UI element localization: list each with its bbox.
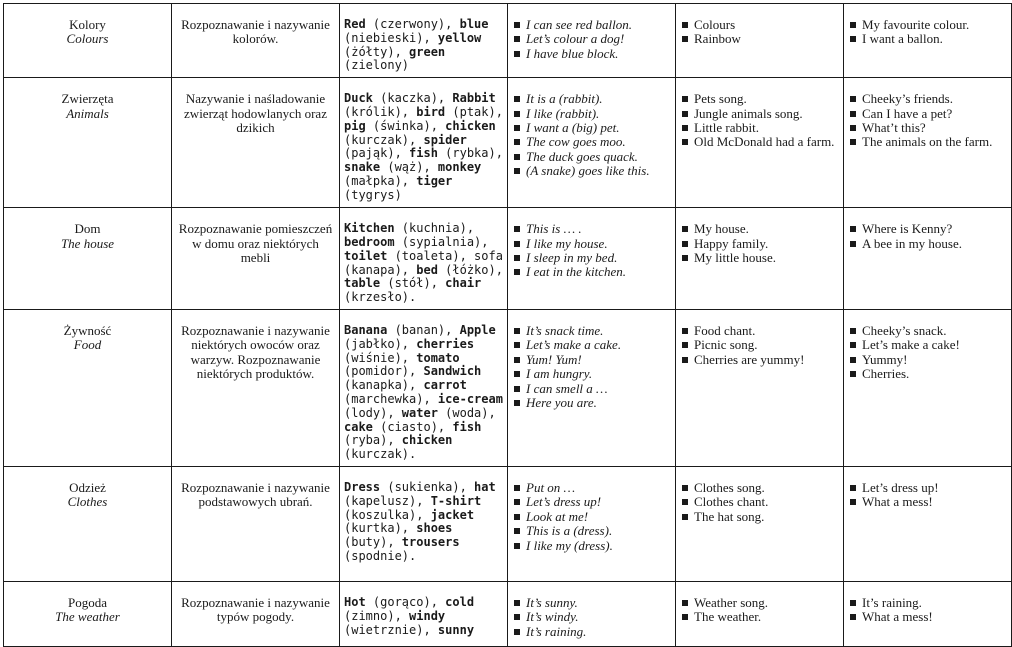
vocab-translation: (kurtka),: [344, 521, 417, 536]
goal-text: Rozpoznawanie i nazywanie typów pogody.: [181, 594, 330, 625]
story-item: Where is Kenny?: [848, 222, 1007, 236]
vocab-word: bird: [416, 104, 446, 119]
vocab-word: Dress: [344, 479, 381, 494]
story-item: What a mess!: [848, 495, 1007, 509]
goal-cell: [172, 466, 340, 581]
songs-cell: [676, 466, 844, 581]
story-item: Let’s dress up!: [848, 481, 1007, 495]
songs-list: [680, 18, 839, 47]
songs-cell: [676, 581, 844, 646]
vocab-word: green: [409, 44, 446, 59]
vocab-translation: (pająk),: [344, 146, 410, 161]
topic-cell: [4, 466, 172, 581]
vocab-word: cold: [445, 594, 475, 609]
song-item: Weather song.: [680, 596, 839, 610]
vocab-translation: (buty),: [344, 535, 402, 550]
stories-cell: [844, 581, 1012, 646]
vocab-translation: (królik),: [344, 104, 417, 119]
vocab-translation: (spodnie).: [344, 548, 417, 563]
topic-cell: [4, 4, 172, 78]
vocab-word: windy: [409, 608, 446, 623]
vocab-word: chicken: [401, 433, 453, 448]
vocab-word: table: [344, 276, 381, 291]
vocab-translation: (świnka),: [365, 118, 446, 133]
phrases-list: [512, 92, 671, 178]
phrase-item: The cow goes moo.: [512, 135, 671, 149]
goal-text: Nazywanie i naśladowanie zwierząt hodowlanych oraz dzikich: [184, 91, 327, 135]
vocab-word: Duck: [344, 91, 373, 106]
song-item: Old McDonald had a farm.: [680, 135, 839, 149]
story-item: Can I have a pet?: [848, 107, 1007, 121]
vocab-word: chair: [445, 276, 482, 291]
story-item: Cheeky’s friends.: [848, 92, 1007, 106]
phrase-item: I can see red ballon.: [512, 18, 671, 32]
vocab-translation: (wietrznie),: [344, 622, 438, 637]
stories-cell: [844, 4, 1012, 78]
phrase-item: It’s snack time.: [512, 324, 671, 338]
phrase-item: It is a (rabbit).: [512, 92, 671, 106]
stories-list: [848, 222, 1007, 251]
story-item: Let’s make a cake!: [848, 338, 1007, 352]
vocab-translation: (sypialnia),: [394, 234, 489, 249]
vocab-translation: (kaczka),: [372, 91, 453, 106]
vocab-word: yellow: [437, 30, 482, 45]
vocab-translation: (ciasto),: [372, 419, 453, 434]
topic-english: Clothes: [67, 494, 108, 510]
song-item: Picnic song.: [680, 338, 839, 352]
goal-cell: [172, 78, 340, 208]
phrase-item: I sleep in my bed.: [512, 251, 671, 265]
phrase-item: This is a (dress).: [512, 524, 671, 538]
stories-list: [848, 92, 1007, 150]
vocab-word: spider: [423, 132, 467, 147]
curriculum-table: [3, 3, 1012, 647]
song-item: Food chant.: [680, 324, 839, 338]
story-item: Cheeky’s snack.: [848, 324, 1007, 338]
phrases-cell: [508, 466, 676, 581]
phrases-list: [512, 324, 671, 410]
song-item: Pets song.: [680, 92, 839, 106]
songs-cell: [676, 78, 844, 208]
vocab-word: cake: [344, 419, 373, 434]
vocab-word: blue: [459, 17, 489, 31]
topic-cell: [4, 309, 172, 466]
song-item: Clothes song.: [680, 481, 839, 495]
stories-cell: [844, 309, 1012, 466]
vocab-translation: (kapelusz),: [344, 493, 431, 508]
topic-polish: Zwierzęta: [61, 91, 114, 107]
vocab-word: bedroom: [344, 234, 395, 249]
songs-list: [680, 324, 839, 367]
stories-list: [848, 324, 1007, 382]
topic-english: The house: [60, 235, 115, 251]
vocab-word: water: [401, 405, 438, 420]
topic-english: The weather: [55, 609, 120, 625]
goal-cell: [172, 208, 340, 310]
vocab-translation: (koszulka),: [344, 507, 431, 522]
vocab-translation: (kuchnia),: [394, 221, 475, 236]
vocab-translation: (kanapka),: [344, 378, 424, 393]
vocab-translation: (woda),: [437, 405, 496, 420]
vocab-translation: (gorąco),: [365, 594, 446, 609]
song-item: Colours: [680, 18, 839, 32]
goal-text: Rozpoznawanie pomieszczeń w domu oraz niektórych mebli: [178, 221, 333, 265]
goal-text: Rozpoznawanie i nazywanie niektórych owoców oraz warzyw. Rozpoznawanie niektórych produktów.: [181, 322, 330, 382]
songs-list: [680, 596, 839, 625]
phrase-item: (A snake) goes like this.: [512, 164, 671, 178]
phrase-item: I like my (dress).: [512, 539, 671, 553]
topic-english: Animals: [66, 105, 109, 121]
stories-list: [848, 481, 1007, 510]
vocab-translation: (pomidor),: [344, 364, 424, 379]
vocab-translation: (ryba),: [344, 433, 402, 448]
song-item: My house.: [680, 222, 839, 236]
vocab-word: shoes: [416, 521, 453, 536]
vocab-translation: (rybka),: [437, 146, 503, 161]
vocab-translation: (tygrys): [344, 187, 402, 202]
vocab-translation: (lody),: [344, 405, 402, 420]
song-item: The weather.: [680, 610, 839, 624]
vocab-translation: (łóżko),: [437, 262, 503, 277]
song-item: Happy family.: [680, 237, 839, 251]
vocabulary-cell: [340, 466, 508, 581]
vocab-word: sunny: [437, 622, 475, 637]
phrase-item: I have blue block.: [512, 47, 671, 61]
vocab-word: bed: [416, 262, 438, 277]
phrases-cell: [508, 208, 676, 310]
vocab-word: Sandwich: [423, 364, 482, 379]
vocab-word: Apple: [459, 322, 496, 337]
topic-polish: Pogoda: [68, 594, 107, 610]
phrases-cell: [508, 4, 676, 78]
vocabulary-cell: [340, 309, 508, 466]
phrase-item: I am hungry.: [512, 367, 671, 381]
vocab-word: carrot: [423, 378, 467, 393]
vocab-translation: (stół),: [380, 276, 446, 291]
phrases-cell: [508, 581, 676, 646]
curriculum-body: [4, 4, 1012, 647]
vocab-translation: (kurczak),: [344, 132, 424, 147]
phrase-item: Here you are.: [512, 396, 671, 410]
phrase-item: Yum! Yum!: [512, 353, 671, 367]
phrase-item: It’s windy.: [512, 610, 671, 624]
topic-english: Colours: [66, 31, 109, 47]
vocabulary-cell: [340, 4, 508, 78]
song-item: Jungle animals song.: [680, 107, 839, 121]
songs-cell: [676, 208, 844, 310]
topic-polish: Dom: [74, 221, 101, 237]
phrase-item: I can smell a …: [512, 382, 671, 396]
song-item: Little rabbit.: [680, 121, 839, 135]
vocab-word: cherries: [416, 336, 475, 351]
phrase-item: It’s sunny.: [512, 596, 671, 610]
phrase-item: I like (rabbit).: [512, 107, 671, 121]
vocab-translation: (niebieski),: [344, 30, 438, 45]
topic-polish: Żywność: [63, 322, 112, 338]
topic-polish: Kolory: [69, 17, 106, 32]
phrases-list: [512, 18, 671, 61]
story-item: I want a ballon.: [848, 32, 1007, 46]
vocab-word: chicken: [445, 118, 496, 133]
vocab-word: Kitchen: [344, 221, 395, 236]
story-item: My favourite colour.: [848, 18, 1007, 32]
stories-list: [848, 596, 1007, 625]
stories-list: [848, 18, 1007, 47]
stories-cell: [844, 78, 1012, 208]
vocab-translation: (zielony): [344, 58, 410, 73]
songs-list: [680, 481, 839, 524]
phrase-item: I want a (big) pet.: [512, 121, 671, 135]
vocab-word: hat: [474, 479, 496, 494]
phrase-item: I eat in the kitchen.: [512, 265, 671, 279]
vocab-translation: (kurczak).: [344, 447, 417, 462]
phrases-list: [512, 481, 671, 553]
topic-cell: [4, 78, 172, 208]
phrases-list: [512, 596, 671, 639]
vocab-word: Red: [344, 17, 366, 31]
vocab-translation: (wąż),: [380, 160, 438, 175]
stories-cell: [844, 466, 1012, 581]
story-item: A bee in my house.: [848, 237, 1007, 251]
vocab-translation: (wiśnie),: [344, 350, 417, 365]
vocab-word: Banana: [344, 322, 388, 337]
goal-cell: [172, 309, 340, 466]
vocab-word: toilet: [344, 248, 388, 263]
goal-text: Rozpoznawanie i nazywanie podstawowych ubrań.: [181, 479, 330, 510]
story-item: What’t this?: [848, 121, 1007, 135]
story-item: It’s raining.: [848, 596, 1007, 610]
vocab-word: fish: [409, 146, 438, 161]
vocab-word: tomato: [416, 350, 460, 365]
topic-cell: [4, 581, 172, 646]
table-row: [4, 309, 1012, 466]
story-item: Cherries.: [848, 367, 1007, 381]
table-row: [4, 581, 1012, 646]
phrases-list: [512, 222, 671, 280]
phrase-item: Put on …: [512, 481, 671, 495]
vocab-word: jacket: [430, 507, 475, 522]
table-row: [4, 78, 1012, 208]
vocab-word: fish: [452, 419, 482, 434]
topic-cell: [4, 208, 172, 310]
vocab-translation: (zimno),: [344, 608, 410, 623]
phrase-item: The duck goes quack.: [512, 150, 671, 164]
phrase-item: Let’s make a cake.: [512, 338, 671, 352]
table-row: [4, 466, 1012, 581]
vocab-word: Rabbit: [452, 91, 496, 106]
goal-cell: [172, 4, 340, 78]
vocabulary-cell: [340, 581, 508, 646]
song-item: Clothes chant.: [680, 495, 839, 509]
story-item: Yummy!: [848, 353, 1007, 367]
vocab-word: T-shirt: [430, 493, 482, 508]
song-item: Cherries are yummy!: [680, 353, 839, 367]
vocabulary-cell: [340, 78, 508, 208]
songs-cell: [676, 309, 844, 466]
phrase-item: I like my house.: [512, 237, 671, 251]
vocab-translation: (marchewka),: [344, 391, 438, 406]
goal-cell: [172, 581, 340, 646]
vocab-translation: (małpka),: [344, 173, 417, 188]
phrase-item: This is … .: [512, 222, 671, 236]
vocab-translation: (żółty),: [344, 44, 410, 59]
vocab-word: snake: [344, 160, 381, 175]
phrase-item: Look at me!: [512, 510, 671, 524]
vocab-translation: (jabłko),: [344, 336, 417, 351]
vocab-translation: (banan),: [387, 322, 460, 337]
songs-list: [680, 222, 839, 265]
stories-cell: [844, 208, 1012, 310]
story-item: The animals on the farm.: [848, 135, 1007, 149]
vocab-word: pig: [344, 118, 366, 133]
vocab-translation: (sukienka),: [380, 479, 475, 494]
vocab-translation: (ptak),: [445, 104, 503, 119]
songs-list: [680, 92, 839, 150]
vocab-word: tiger: [416, 173, 453, 188]
vocab-word: monkey: [437, 160, 482, 175]
song-item: My little house.: [680, 251, 839, 265]
vocab-word: trousers: [401, 535, 460, 550]
song-item: The hat song.: [680, 510, 839, 524]
vocab-word: ice-cream: [437, 391, 503, 406]
goal-text: Rozpoznawanie i nazywanie kolorów.: [181, 17, 330, 47]
vocab-translation: (krzesło).: [344, 290, 417, 305]
table-row: [4, 4, 1012, 78]
phrases-cell: [508, 78, 676, 208]
topic-english: Food: [73, 337, 102, 353]
phrase-item: Let’s dress up!: [512, 495, 671, 509]
songs-cell: [676, 4, 844, 78]
phrases-cell: [508, 309, 676, 466]
story-item: What a mess!: [848, 610, 1007, 624]
vocab-word: Hot: [344, 594, 366, 609]
vocab-translation: (czerwony),: [365, 17, 460, 31]
song-item: Rainbow: [680, 32, 839, 46]
vocabulary-cell: [340, 208, 508, 310]
topic-polish: Odzież: [69, 479, 106, 495]
phrase-item: It’s raining.: [512, 625, 671, 639]
phrase-item: Let’s colour a dog!: [512, 32, 671, 46]
table-row: [4, 208, 1012, 310]
vocab-translation: (toaleta), sofa (kanapa),: [344, 248, 503, 277]
